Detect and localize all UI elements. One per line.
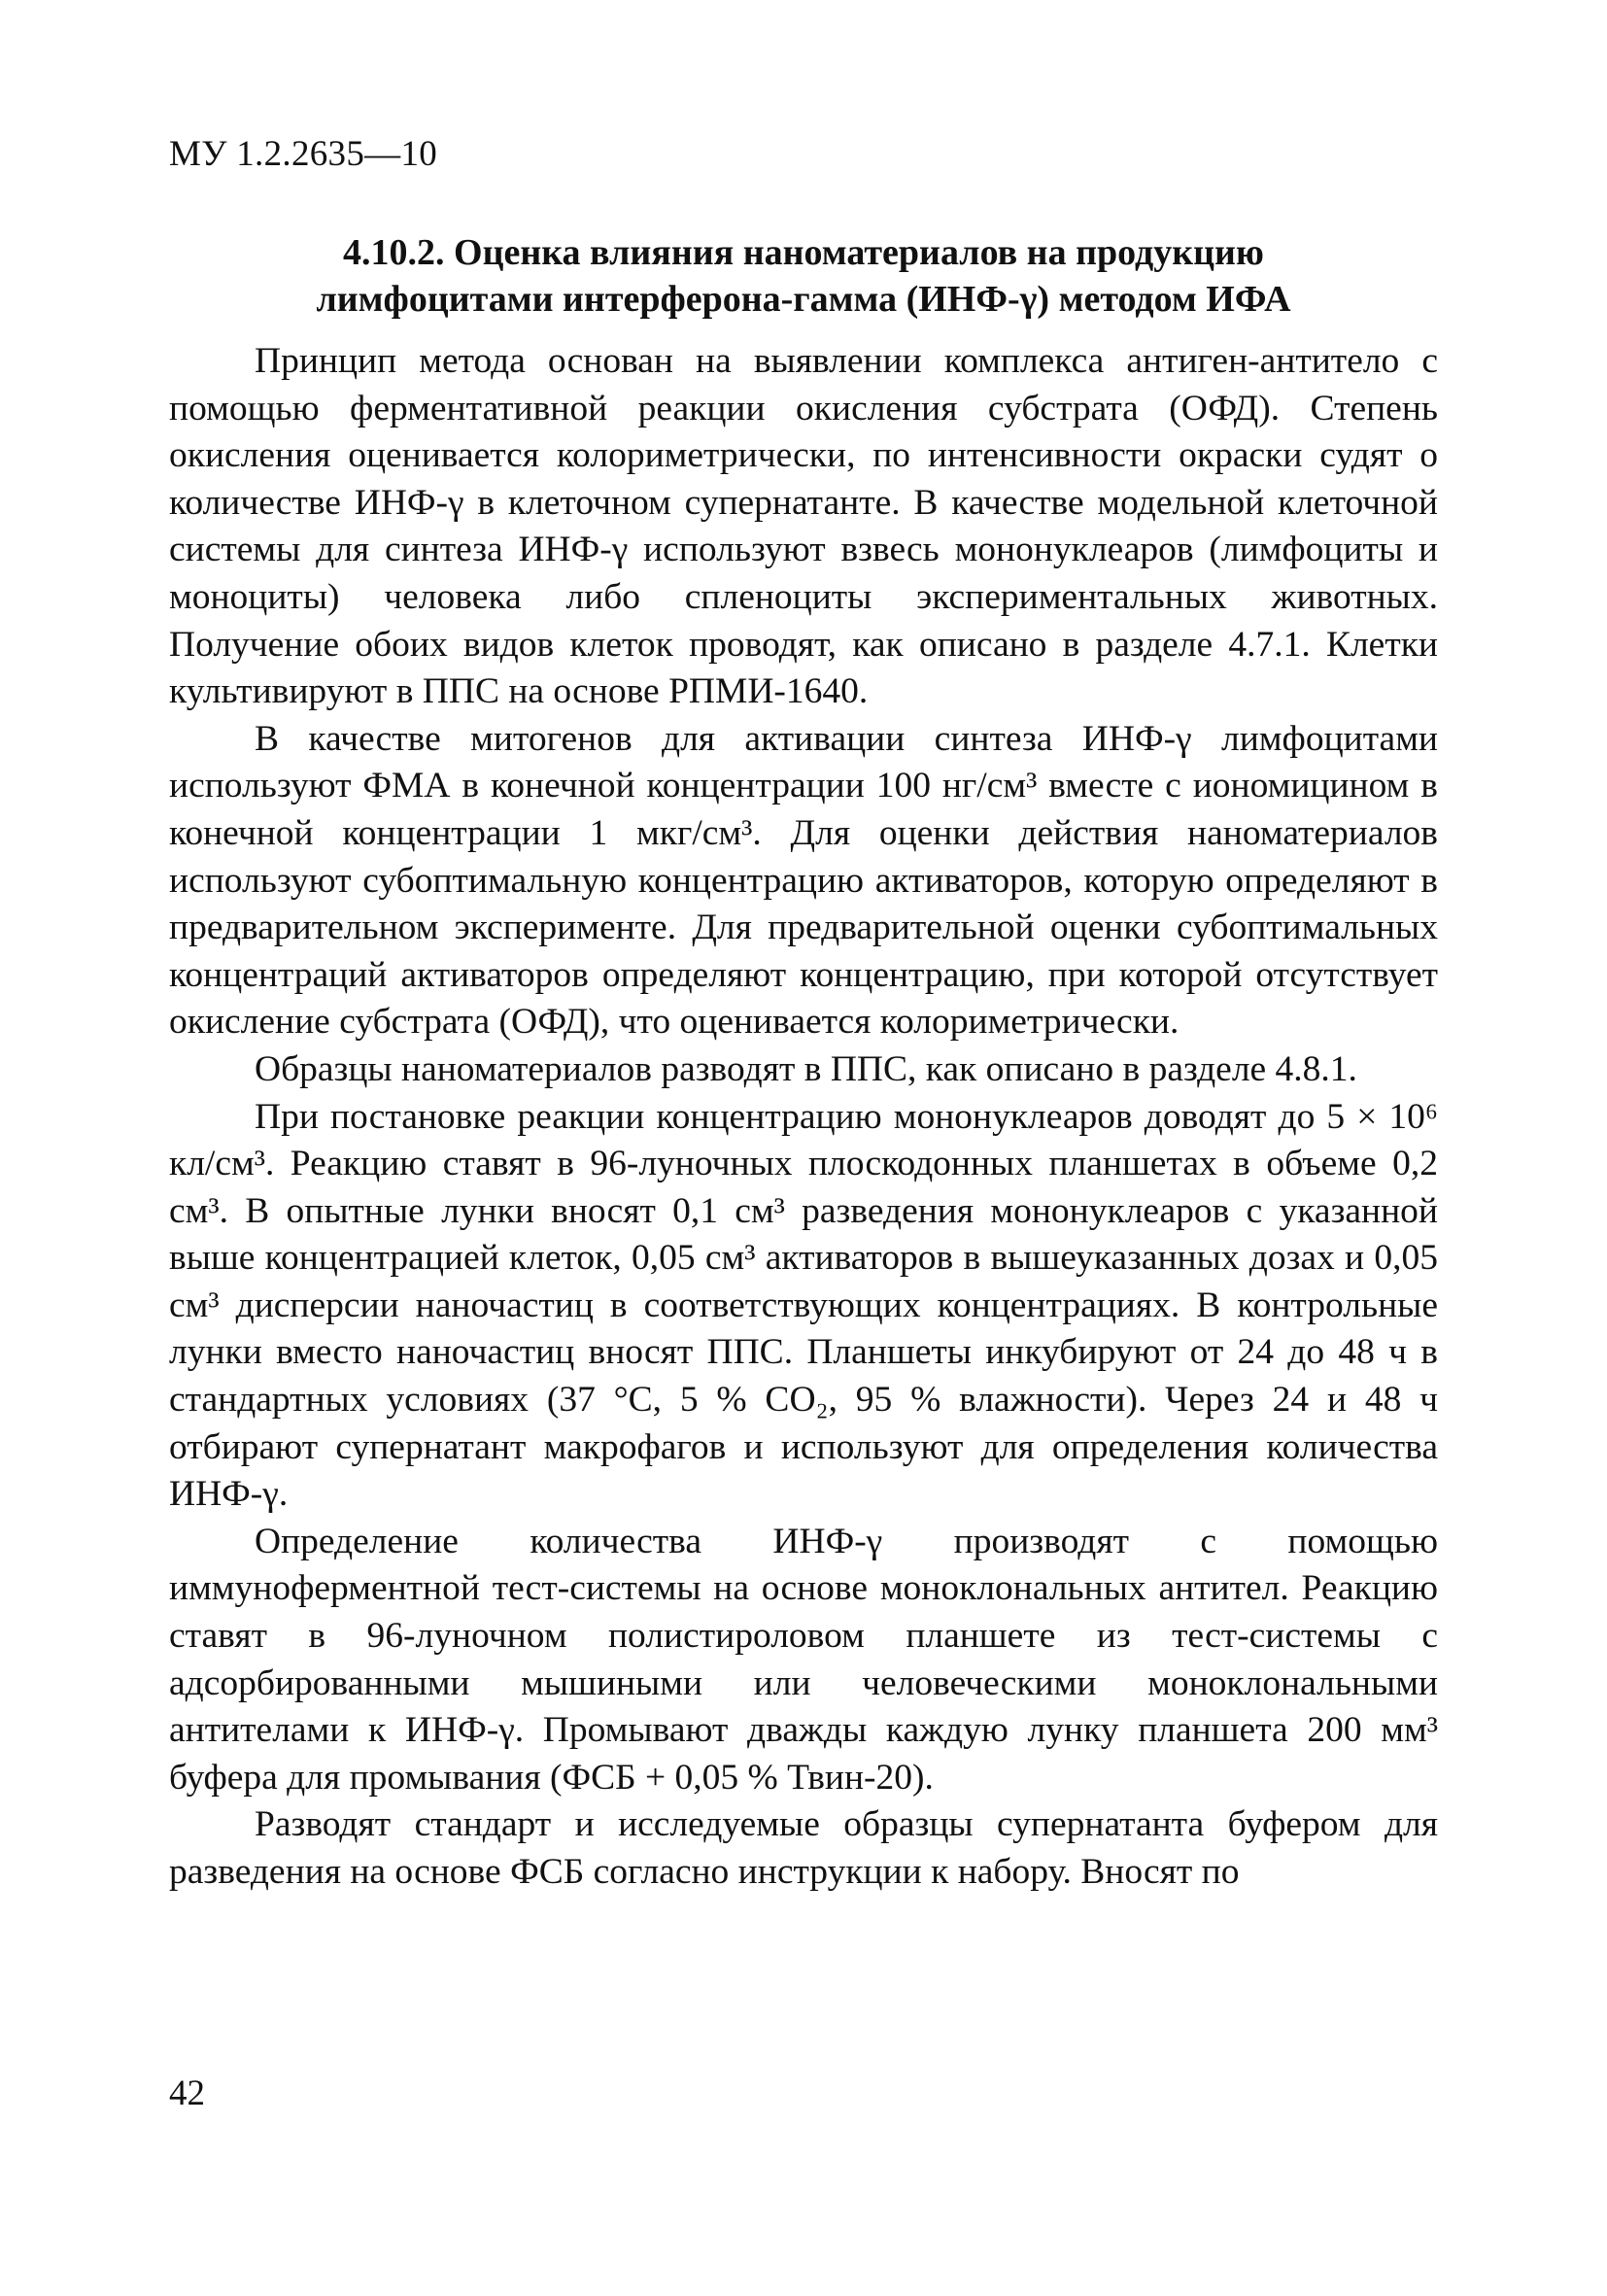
section-heading-line-1: 4.10.2. Оценка влияния наноматериалов на продукцию [343, 232, 1264, 273]
running-header: МУ 1.2.2635—10 [169, 134, 438, 174]
page-number: 42 [169, 2073, 205, 2113]
section-heading-line-2: лимфоцитами интерферона-гамма (ИНФ-γ) методом ИФА [316, 279, 1291, 320]
body-text [169, 338, 1438, 1897]
paragraph-method-principle: Принцип метода основан на выявлении комплекса антиген-антитело с помощью ферментативной реакции окисления субстрата (ОФД). Степень окисления оценивается колориметрически, по интенсивности окраски судят о количестве ИНФ-γ в клеточном супернатанте. В качестве модельной клеточной системы для синтеза ИНФ-γ используют взвесь мононуклеаров (лимфоциты и моноциты) человека либо спленоциты экспериментальных животных. Получение обоих видов клеток проводят, как описано в разделе 4.7.1. Клетки культивируют в ППС на основе РПМИ-1640. [169, 341, 1438, 712]
paragraph-elisa-determination: Определение количества ИНФ-γ производят с помощью иммуноферментной тест-системы на основе моноклональных антител. Реакцию ставят в 96-луночном полистироловом планшете из тест-системы с адсорбированными мышиными или человеческими моноклональными антителами к ИНФ-γ. Промывают дважды каждую лунку планшета 200 мм³ буфера для промывания (ФСБ + 0,05 % Твин-20). [169, 1521, 1438, 1798]
paragraph-mitogens: В качестве митогенов для активации синтеза ИНФ-γ лимфоцитами используют ФМА в конечной концентрации 100 нг/см³ вместе с иономицином в конечной концентрации 1 мкг/см³. Для оценки действия наноматериалов используют субоптимальную концентрацию активаторов, которую определяют в предварительном эксперименте. Для предварительной оценки субоптимальных концентраций активаторов определяют концентрацию, при которой отсутствует окисление субстрата (ОФД), что оценивается колориметрически. [169, 718, 1438, 1043]
paragraph-reaction-setup: При постановке реакции концентрацию мононуклеаров доводят до 5 × 10⁶ кл/см³. Реакцию ставят в 96-луночных плоскодонных планшетах в объеме 0,2 см³. В опытные лунки вносят 0,1 см³ разведения мононуклеаров с указанной выше концентрацией клеток, 0,05 см³ активаторов в вышеуказанных дозах и 0,05 см³ дисперсии наночастиц в соответствующих концентрациях. В контрольные лунки вместо наночастиц вносят ППС. Планшеты инкубируют от 24 до 48 ч в стандартных условиях (37 °С, 5 % СО₂, 95 % влажности). Через 24 и 48 ч отбирают супернатант макрофагов и используют для определения количества ИНФ-γ. [169, 1096, 1438, 1515]
paragraph-sample-dilution: Образцы наноматериалов разводят в ППС, как описано в разделе 4.8.1. [255, 1048, 1357, 1089]
paragraph-standard-dilution: Разводят стандарт и исследуемые образцы супернатанта буфером для разведения на основе ФСБ согласно инструкции к набору. Вносят по [169, 1804, 1438, 1892]
section-heading [169, 229, 1438, 323]
